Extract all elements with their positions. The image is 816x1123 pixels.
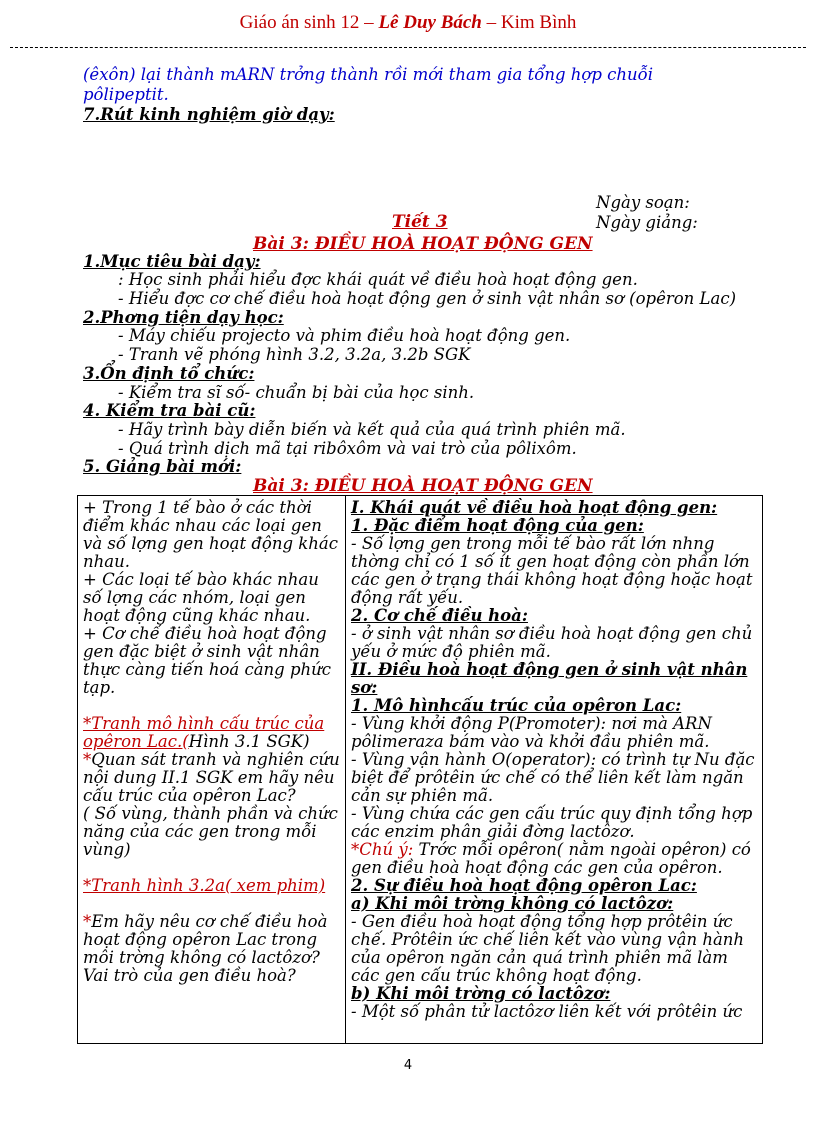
left-para-3: + Cơ chế điều hoà hoạt động gen đặc biệt ở sinh vật nhân thực càng tiến hoá càng phức tạp. bbox=[83, 624, 332, 697]
section-3-line-1: - Kiểm tra sĩ số- chuẩn bị bài của học sinh. bbox=[118, 383, 475, 402]
left-para-2: + Các loại tế bào khác nhau số lợng các nhóm, loại gen hoạt động cũng khác nhau. bbox=[83, 570, 319, 625]
lesson-number: Tiết 3 bbox=[392, 212, 448, 232]
section-2-line-1: - Máy chiếu projecto và phim điều hoà hoạt động gen. bbox=[118, 326, 571, 345]
lesson-title: Bài 3: ĐIỀU HOÀ HOẠT ĐỘNG GEN bbox=[253, 234, 593, 254]
header-divider bbox=[10, 47, 806, 48]
right-heading-6: 2. Sự điều hoà hoạt động opêron Lac: bbox=[351, 876, 697, 895]
right-heading-1: I. Khái quát về điều hoà hoạt động gen: bbox=[351, 498, 718, 517]
section-3-heading: 3.Ổn định tổ chức: bbox=[83, 364, 255, 383]
right-heading-8: b) Khi môi trờng có lactôzơ: bbox=[351, 984, 611, 1003]
table-title: Bài 3: ĐIỀU HOÀ HOẠT ĐỘNG GEN bbox=[253, 476, 593, 496]
section-4-heading: 4. Kiểm tra bài cũ: bbox=[83, 401, 256, 420]
section-1-line-1: : Học sinh phải hiểu đợc khái quát về điều hoà hoạt động gen. bbox=[118, 270, 638, 289]
section-2-line-2: - Tranh vẽ phóng hình 3.2, 3.2a, 3.2b SGK bbox=[118, 345, 471, 364]
left-para-1: + Trong 1 tế bào ở các thời điểm khác nhau các loại gen và số lợng gen hoạt động khác nhau. bbox=[83, 498, 338, 571]
left-para-5-text: Quan sát tranh và nghiên cứu nội dung II.1 SGK em hãy nêu cấu trúc của opêron Lac? bbox=[83, 750, 340, 805]
right-heading-4: II. Điều hoà hoạt động gen ở sinh vật nhân sơ: bbox=[351, 660, 748, 697]
section-4-line-1: - Hãy trình bày diễn biến và kết quả của quá trình phiên mã. bbox=[118, 420, 626, 439]
right-note bbox=[351, 841, 757, 877]
intro-line-2: pôlipeptit. bbox=[83, 85, 169, 104]
right-heading-3: 2. Cơ chế điều hoà: bbox=[351, 606, 528, 625]
section-5-heading: 5. Giảng bài mới: bbox=[83, 457, 242, 476]
left-para-4 bbox=[83, 715, 340, 751]
left-para-5-star: * bbox=[83, 750, 92, 769]
section-2-heading: 2.Phơng tiện dạy học: bbox=[83, 308, 284, 327]
content-column bbox=[346, 496, 763, 1044]
header-prefix: Giáo án sinh 12 – bbox=[239, 12, 379, 33]
right-heading-5: 1. Mô hìnhcấu trúc của opêron Lac: bbox=[351, 696, 682, 715]
right-text-4: - Vùng vận hành O(operator): có trình tự Nu đặc biệt để prôtêin ức chế có thể liên kết làm ngăn cản sự phiên mã. bbox=[351, 750, 755, 805]
right-note-text: Trớc mỗi opêron( nằm ngoài opêron) có gen điều hoà hoạt động các gen của opêron. bbox=[351, 840, 751, 877]
right-text-3: - Vùng khởi động P(Promoter): nơi mà ARN pôlimeraza bám vào và khởi đầu phiên mã. bbox=[351, 714, 712, 751]
experience-heading: 7.Rút kinh nghiệm giờ dạy: bbox=[83, 105, 335, 124]
date-prepare: Ngày soạn: bbox=[596, 193, 690, 212]
left-para-8 bbox=[83, 913, 340, 985]
section-1-heading: 1.Mục tiêu bài dạy: bbox=[83, 252, 261, 271]
right-text-1: - Số lợng gen trong mỗi tế bào rất lớn nhng thờng chỉ có 1 số ít gen hoạt động còn phần lớn các gen ở trạng thái không hoạt động hoặc hoạt động rất yếu. bbox=[351, 534, 753, 607]
page-header bbox=[0, 12, 816, 34]
date-teach: Ngày giảng: bbox=[596, 213, 698, 232]
page-number: 4 bbox=[403, 1058, 413, 1073]
header-author: Lê Duy Bách bbox=[378, 12, 482, 33]
right-heading-7: a) Khi môi trờng không có lactôzơ: bbox=[351, 894, 674, 913]
left-para-4-black: Hình 3.1 SGK) bbox=[188, 732, 310, 751]
left-para-8-star: * bbox=[83, 912, 92, 931]
lesson-table bbox=[77, 495, 763, 1044]
left-para-4-red: *Tranh mô hình cấu trúc của opêron Lac.( bbox=[83, 714, 325, 751]
left-para-6: ( Số vùng, thành phần và chức năng của các gen trong mỗi vùng) bbox=[83, 804, 338, 859]
right-text-2: - ở sinh vật nhân sơ điều hoà hoạt động gen chủ yếu ở mức độ phiên mã. bbox=[351, 624, 753, 661]
section-1-line-2: - Hiểu đợc cơ chế điều hoà hoạt động gen ở sinh vật nhân sơ (opêron Lac) bbox=[118, 289, 737, 308]
teacher-activity-column bbox=[78, 496, 346, 1044]
right-text-5: - Vùng chứa các gen cấu trúc quy định tổng hợp các enzim phân giải đờng lactôzơ. bbox=[351, 804, 753, 841]
section-4-line-2: - Quá trình dịch mã tại ribôxôm và vai trò của pôlixôm. bbox=[118, 439, 577, 458]
left-para-8-text: Em hãy nêu cơ chế điều hoà hoạt động opêron Lac trong môi trờng không có lactôzơ? Vai trò của gen điều hoà? bbox=[83, 912, 328, 985]
right-text-6: - Gen điều hoà hoạt động tổng hợp prôtêin ức chế. Prôtêin ức chế liên kết vào vùng vận hành của opêron ngăn cản quá trình phiên mã làm các gen cấu trúc không hoạt động. bbox=[351, 912, 745, 985]
intro-line-1: (êxôn) lại thành mARN trởng thành rồi mới tham gia tổng hợp chuỗi bbox=[83, 65, 654, 84]
header-suffix: – Kim Bình bbox=[481, 12, 577, 33]
right-heading-2: 1. Đặc điểm hoạt động của gen: bbox=[351, 516, 644, 535]
right-note-label: *Chú ý: bbox=[351, 840, 419, 859]
right-text-7: - Một số phân tử lactôzơ liên kết với prôtêin ức bbox=[351, 1002, 743, 1021]
left-para-5 bbox=[83, 751, 340, 805]
left-para-7: *Tranh hình 3.2a( xem phim) bbox=[83, 876, 326, 895]
